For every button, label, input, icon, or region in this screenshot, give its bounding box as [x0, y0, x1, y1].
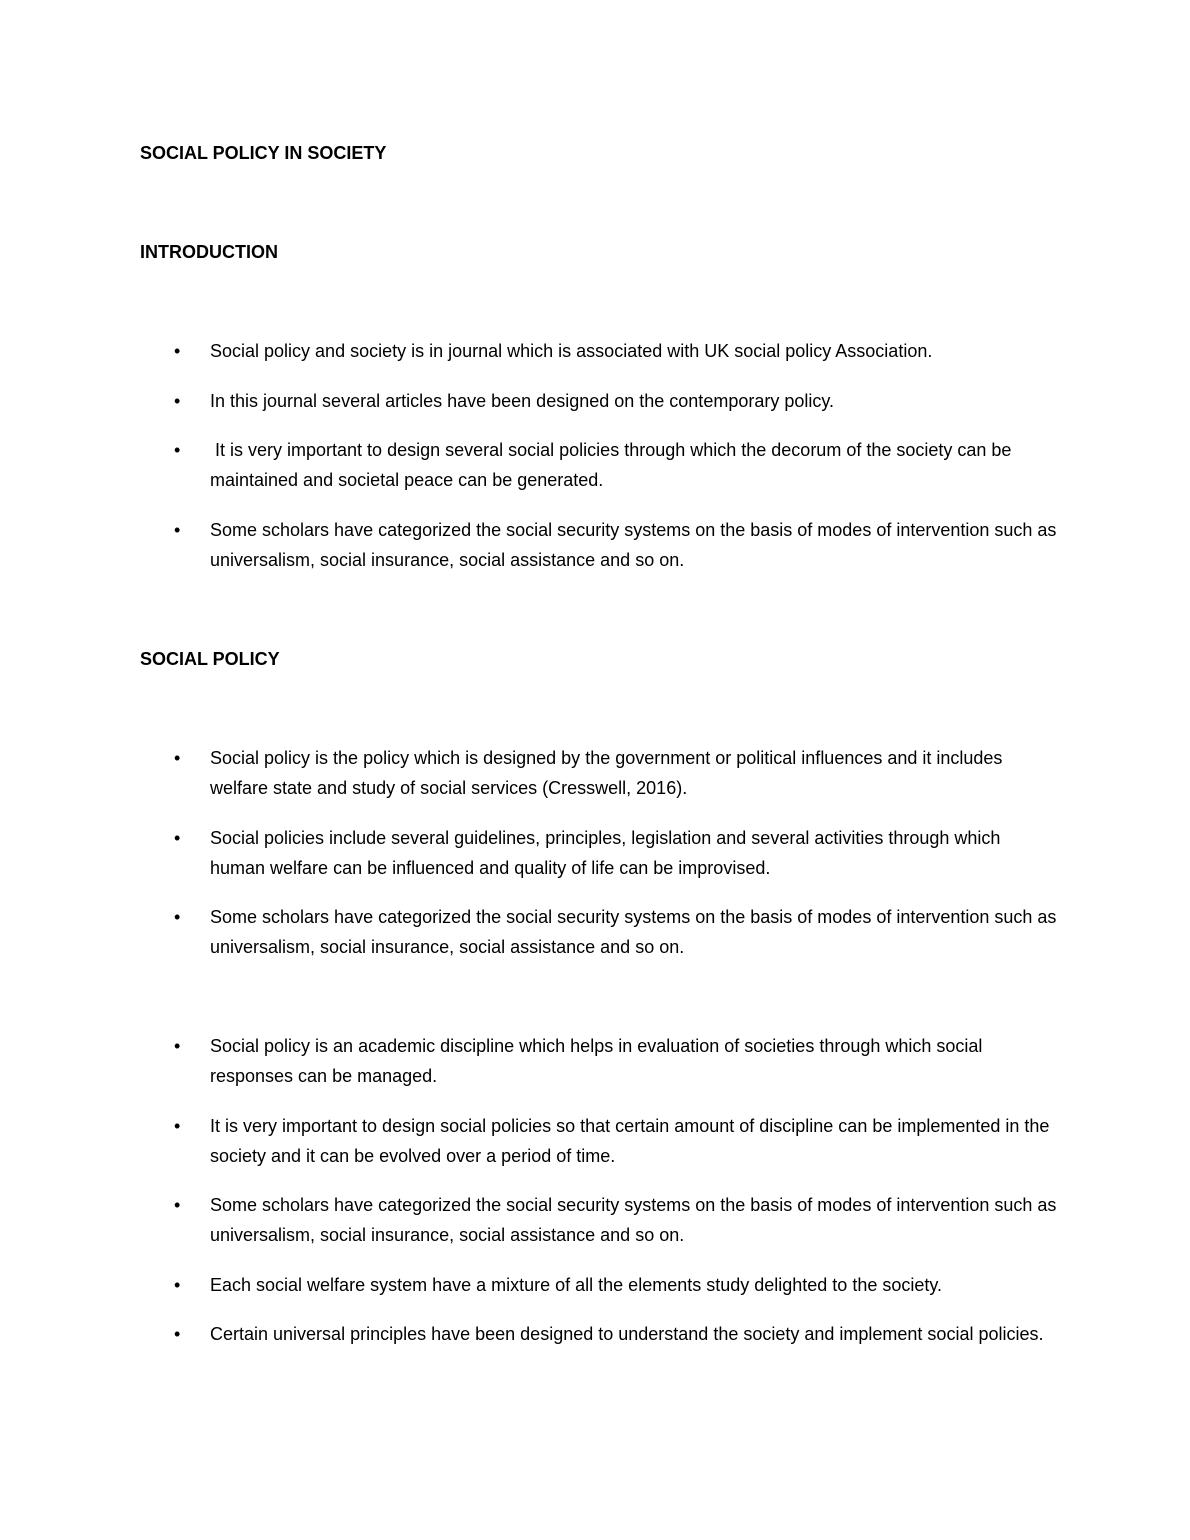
bullet-icon: •: [174, 1274, 181, 1295]
list-item-text: Each social welfare system have a mixture of all the elements study delighted to the society.: [210, 1274, 943, 1295]
document-title: SOCIAL POLICY IN SOCIETY: [140, 143, 387, 163]
list-item: [0, 1111, 1190, 1171]
list-item-text: In this journal several articles have been designed on the contemporary policy.: [210, 390, 835, 411]
bullet-icon: •: [174, 390, 181, 411]
list-item: [0, 1190, 1190, 1250]
bullet-icon: •: [174, 1115, 181, 1136]
bullet-icon: •: [174, 1195, 181, 1215]
list-item: [0, 743, 1190, 803]
section-heading-introduction: INTRODUCTION: [140, 242, 278, 262]
introduction-bullet-list: [0, 336, 1190, 575]
bullet-icon: •: [174, 748, 181, 768]
social-policy-bullet-list-1: [0, 743, 1190, 962]
list-item-text: Some scholars have categorized the social security systems on the basis of modes of intervention such as universalism, social insurance, social assistance and so on.: [210, 907, 1057, 957]
section-heading-social-policy: SOCIAL POLICY: [140, 649, 280, 669]
list-item: [0, 435, 1190, 495]
bullet-icon: •: [174, 519, 181, 540]
list-item: [0, 515, 1190, 575]
list-item-text: Social policy is an academic discipline which helps in evaluation of societies through which social responses can be managed.: [210, 1036, 983, 1086]
bullet-icon: •: [174, 440, 181, 460]
list-item-text: Social policies include several guidelines, principles, legislation and several activities through which human welfare can be influenced and quality of life can be improvised.: [210, 827, 1001, 878]
list-item-text: Social policy and society is in journal which is associated with UK social policy Association.: [210, 341, 933, 361]
list-item: [0, 902, 1190, 962]
bullet-icon: •: [174, 1324, 181, 1344]
list-item: [0, 1319, 1190, 1349]
list-item-text: Social policy is the policy which is designed by the government or political influences and it includes welfare state and study of social services (Cresswell, 2016).: [210, 748, 1003, 798]
list-item-text: Some scholars have categorized the social security systems on the basis of modes of intervention such as universalism, social insurance, social assistance and so on.: [210, 1195, 1057, 1245]
social-policy-bullet-list-2: [0, 1031, 1190, 1349]
list-item: [0, 386, 1190, 416]
list-item-text: It is very important to design several social policies through which the decorum of the society can be maintained and societal peace can be generated.: [210, 440, 1017, 490]
bullet-icon: •: [174, 341, 181, 361]
list-item: [0, 336, 1190, 366]
list-item: [0, 1270, 1190, 1300]
list-item: [0, 1031, 1190, 1091]
bullet-icon: •: [174, 827, 181, 848]
list-item: [0, 823, 1190, 883]
list-item-text: Some scholars have categorized the social security systems on the basis of modes of intervention such as universalism, social insurance, social assistance and so on.: [210, 519, 1057, 570]
list-item-text: Certain universal principles have been designed to understand the society and implement social policies.: [210, 1324, 1044, 1344]
list-item-text: It is very important to design social policies so that certain amount of discipline can be implemented in the society and it can be evolved over a period of time.: [210, 1115, 1050, 1166]
bullet-icon: •: [174, 1036, 181, 1056]
bullet-icon: •: [174, 907, 181, 927]
